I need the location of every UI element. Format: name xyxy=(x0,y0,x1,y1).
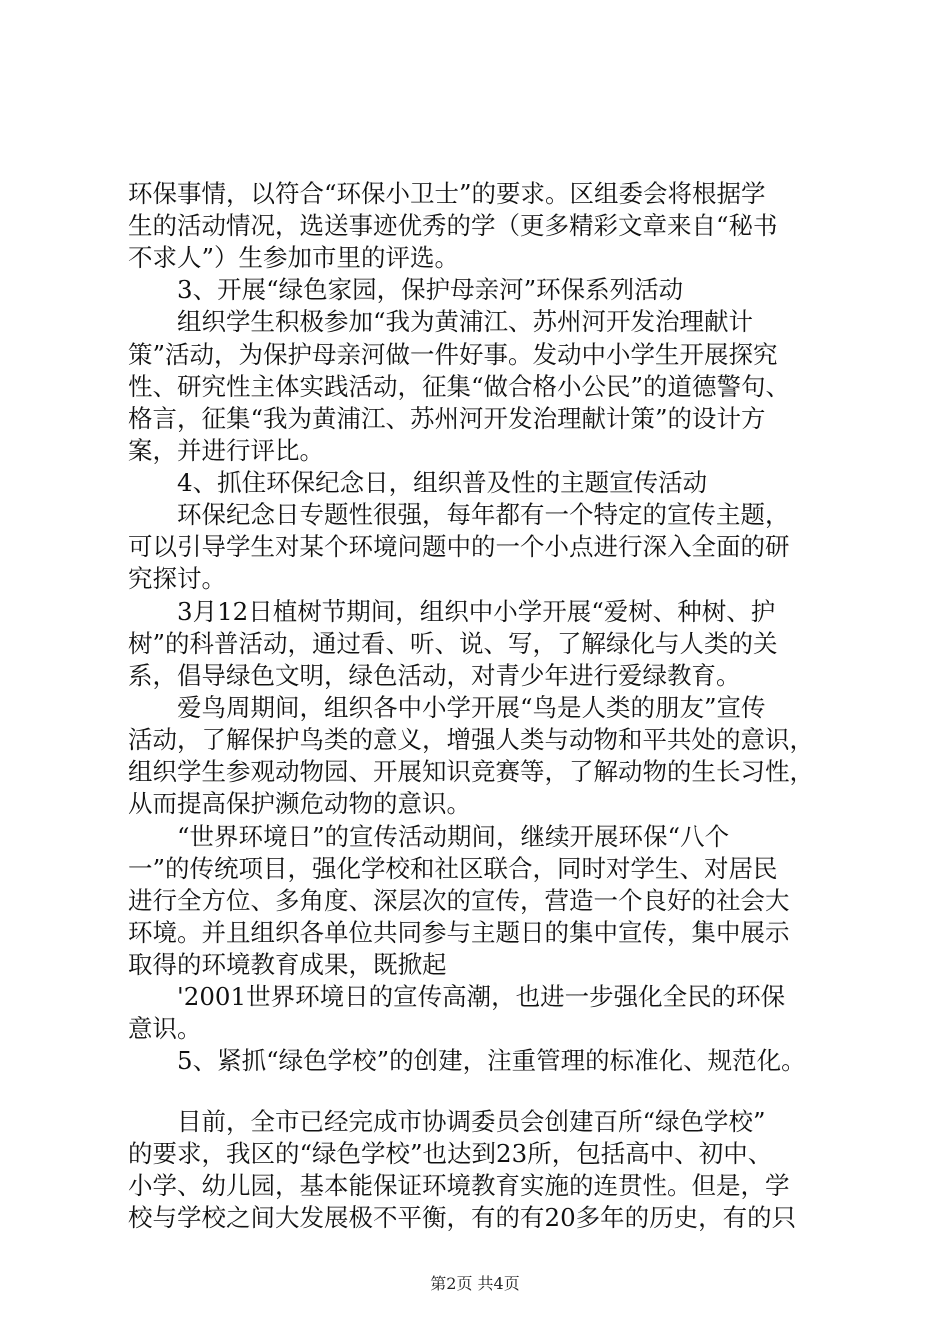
text-line: 小学、幼儿园，基本能保证环境教育实施的连贯性。但是，学 xyxy=(128,1171,790,1200)
text-line: 性、研究性主体实践活动，征集“做合格小公民”的道德警句、 xyxy=(128,372,791,401)
text-line: 5、紧抓“绿色学校”的创建，注重管理的标准化、规范化。 xyxy=(128,1046,806,1075)
page-footer: 第2页 共4页 xyxy=(430,1274,520,1293)
text-line: 生的活动情况，选送事迹优秀的学（更多精彩文章来自“秘书 xyxy=(128,211,778,240)
text-line: 3、开展“绿色家园，保护母亲河”环保系列活动 xyxy=(128,275,684,304)
text-line: 策”活动，为保护母亲河做一件好事。发动中小学生开展探究 xyxy=(128,340,778,369)
text-line: 组织学生积极参加“我为黄浦江、苏州河开发治理献计 xyxy=(128,307,754,336)
text-line: 爱鸟周期间，组织各中小学开展“鸟是人类的朋友”宣传 xyxy=(128,693,766,722)
text-line: '2001世界环境日的宣传高潮，也进一步强化全民的环保 xyxy=(128,982,786,1011)
text-line: 环保事情，以符合“环保小卫士”的要求。区组委会将根据学 xyxy=(128,179,766,208)
text-line: “世界环境日”的宣传活动期间，继续开展环保“八个 xyxy=(128,822,730,851)
text-line: 究探讨。 xyxy=(128,564,226,593)
text-line: 进行全方位、多角度、深层次的宣传，营造一个良好的社会大 xyxy=(128,886,790,915)
text-line: 树”的科普活动，通过看、听、说、写，了解绿化与人类的关 xyxy=(128,629,778,658)
text-line: 环境。并且组织各单位共同参与主题日的集中宣传，集中展示 xyxy=(128,918,790,947)
text-line: 环保纪念日专题性很强，每年都有一个特定的宣传主题， xyxy=(128,500,790,529)
text-line: 系，倡导绿色文明，绿色活动，对青少年进行爱绿教育。 xyxy=(128,661,741,690)
text-line: 一”的传统项目，强化学校和社区联合，同时对学生、对居民 xyxy=(128,854,778,883)
text-line: 可以引导学生对某个环境问题中的一个小点进行深入全面的研 xyxy=(128,532,790,561)
text-line: 从而提高保护濒危动物的意识。 xyxy=(128,789,471,818)
text-line: 目前，全市已经完成市协调委员会创建百所“绿色学校” xyxy=(128,1107,766,1136)
text-line: 不求人”）生参加市里的评选。 xyxy=(128,243,460,272)
text-line: 格言，征集“我为黄浦江、苏州河开发治理献计策”的设计方 xyxy=(128,404,766,433)
text-line: 意识。 xyxy=(128,1014,202,1043)
text-line: 案，并进行评比。 xyxy=(128,436,324,465)
text-line: 取得的环境教育成果，既掀起 xyxy=(128,950,447,979)
text-line: 活动，了解保护鸟类的意义，增强人类与动物和平共处的意识， xyxy=(128,725,814,754)
text-line: 4、抓住环保纪念日，组织普及性的主题宣传活动 xyxy=(128,468,708,497)
text-line: 校与学校之间大发展极不平衡，有的有20多年的历史，有的只 xyxy=(128,1203,797,1232)
text-line: 3月12日植树节期间，组织中小学开展“爱树、种树、护 xyxy=(128,597,776,626)
text-line: 组织学生参观动物园、开展知识竞赛等，了解动物的生长习性， xyxy=(128,757,814,786)
text-line: 的要求，我区的“绿色学校”也达到23所，包括高中、初中、 xyxy=(128,1139,773,1168)
